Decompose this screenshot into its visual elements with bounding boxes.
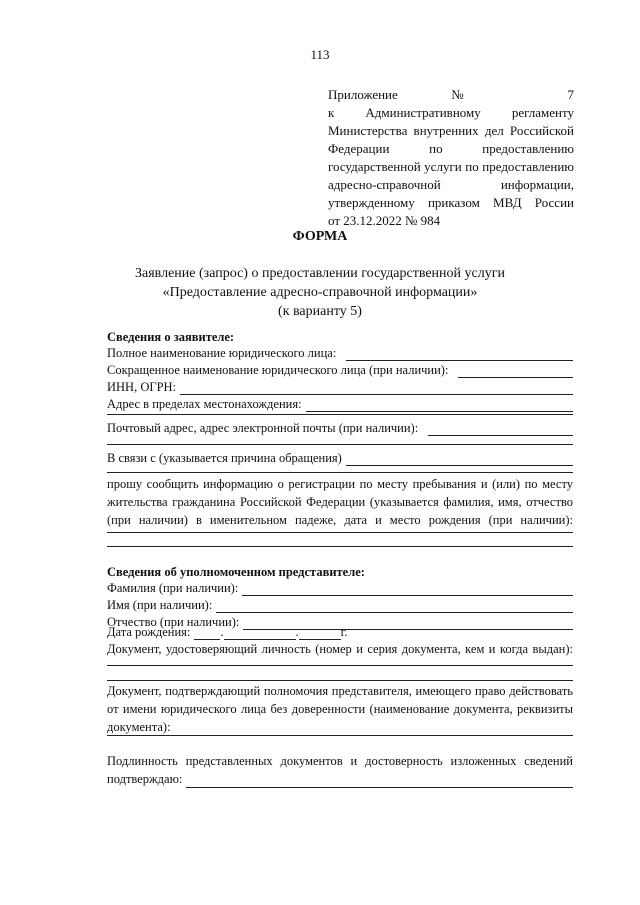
- authority-extra-line[interactable]: [107, 735, 573, 736]
- applicant-heading: Сведения о заявителе:: [107, 330, 235, 344]
- dob-row: [107, 623, 347, 640]
- title-line: (к варианту 5): [278, 304, 362, 319]
- request-line-field-1[interactable]: [107, 532, 573, 533]
- dob-year-field[interactable]: [299, 627, 341, 640]
- inn-field[interactable]: [180, 382, 573, 395]
- id-doc-line-field-1[interactable]: [107, 665, 573, 666]
- dob-separator: .: [295, 625, 299, 639]
- inn-row: [107, 378, 573, 395]
- authority-line: документа):: [107, 720, 171, 734]
- confirmation-field[interactable]: [186, 775, 573, 788]
- annex-line: Министерства внутренних дел Российской: [328, 123, 574, 138]
- annex-line: Федерации по предоставлению: [328, 141, 574, 156]
- title-line: «Предоставление адресно-справочной информации»: [162, 285, 478, 300]
- title-line: Заявление (запрос) о предоставлении государственной услуги: [135, 266, 505, 281]
- postal-label: Почтовый адрес, адрес электронной почты (при наличии):: [107, 421, 419, 435]
- confirmation-paragraph: [107, 752, 573, 788]
- annex-block: [328, 86, 574, 230]
- name-label: Имя (при наличии):: [107, 598, 213, 612]
- applicant-heading-row: [107, 328, 573, 345]
- address-extra-line[interactable]: [107, 414, 573, 415]
- postal-extra-line[interactable]: [107, 444, 573, 445]
- reason-label: В связи с (указывается причина обращения): [107, 451, 342, 465]
- request-line: прошу сообщить информацию о регистрации по месту пребывания и (или) по месту: [107, 477, 573, 491]
- full-name-label: Полное наименование юридического лица:: [107, 346, 337, 360]
- authority-last-line: [107, 718, 573, 736]
- dob-year-suffix: г.: [340, 625, 348, 639]
- id-doc-line-field-2[interactable]: [107, 680, 573, 681]
- confirmation-line: Подлинность представленных документов и достоверность изложенных сведений: [107, 754, 573, 768]
- address-label: Адрес в пределах местонахождения:: [107, 397, 302, 411]
- patronymic-label: Отчество (при наличии):: [107, 615, 240, 629]
- reason-row: [107, 449, 573, 466]
- name-row: [107, 596, 573, 613]
- reason-extra-line[interactable]: [107, 472, 573, 473]
- address-field[interactable]: [306, 399, 573, 412]
- surname-label: Фамилия (при наличии):: [107, 581, 239, 595]
- dob-day-field[interactable]: [194, 627, 220, 640]
- full-name-field[interactable]: [346, 348, 573, 361]
- request-line: жительства гражданина Российской Федерации (указывается фамилия, имя, отчество: [107, 495, 573, 509]
- short-name-field[interactable]: [458, 365, 573, 378]
- dob-label: Дата рождения:: [107, 625, 191, 639]
- annex-line: от 23.12.2022 № 984: [328, 213, 441, 228]
- annex-line: Приложение № 7: [328, 87, 574, 102]
- address-row: [107, 395, 573, 412]
- form-title: [100, 264, 540, 321]
- request-paragraph: [107, 475, 573, 529]
- surname-field[interactable]: [242, 583, 573, 596]
- id-doc-label: Документ, удостоверяющий личность (номер и серия документа, кем и когда выдан):: [107, 642, 573, 656]
- confirmation-line: подтверждаю:: [107, 772, 183, 786]
- inn-label: ИНН, ОГРН:: [107, 380, 177, 394]
- postal-field[interactable]: [428, 423, 573, 436]
- request-line-field-2[interactable]: [107, 546, 573, 547]
- authority-paragraph: [107, 682, 573, 736]
- representative-heading-row: [107, 563, 573, 580]
- authority-line: от имени юридического лица без доверенности (наименование документа, реквизиты: [107, 702, 573, 716]
- name-field[interactable]: [216, 600, 573, 613]
- authority-line: Документ, подтверждающий полномочия представителя, имеющего право действовать: [107, 684, 573, 698]
- page-number: 113: [310, 47, 330, 62]
- confirmation-last-line: [107, 770, 573, 788]
- representative-heading: Сведения об уполномоченном представителе:: [107, 565, 365, 579]
- annex-line: утвержденному приказом МВД России: [328, 195, 574, 210]
- reason-field[interactable]: [346, 453, 573, 466]
- annex-line: адресно-справочной информации,: [328, 177, 574, 192]
- full-name-row: [107, 344, 573, 361]
- dob-month-field[interactable]: [224, 627, 296, 640]
- surname-row: [107, 579, 573, 596]
- annex-line: к Административному регламенту: [328, 105, 574, 120]
- postal-row: [107, 419, 573, 436]
- annex-line: государственной услуги по предоставлению: [328, 159, 574, 174]
- short-name-label: Сокращенное наименование юридического лица (при наличии):: [107, 363, 449, 377]
- id-doc-row: [107, 640, 573, 657]
- form-label: ФОРМА: [292, 229, 348, 244]
- request-line: (при наличии) в именительном падеже, дата и место рождения (при наличии):: [107, 513, 573, 527]
- dob-separator: .: [220, 625, 224, 639]
- short-name-row: [107, 361, 573, 378]
